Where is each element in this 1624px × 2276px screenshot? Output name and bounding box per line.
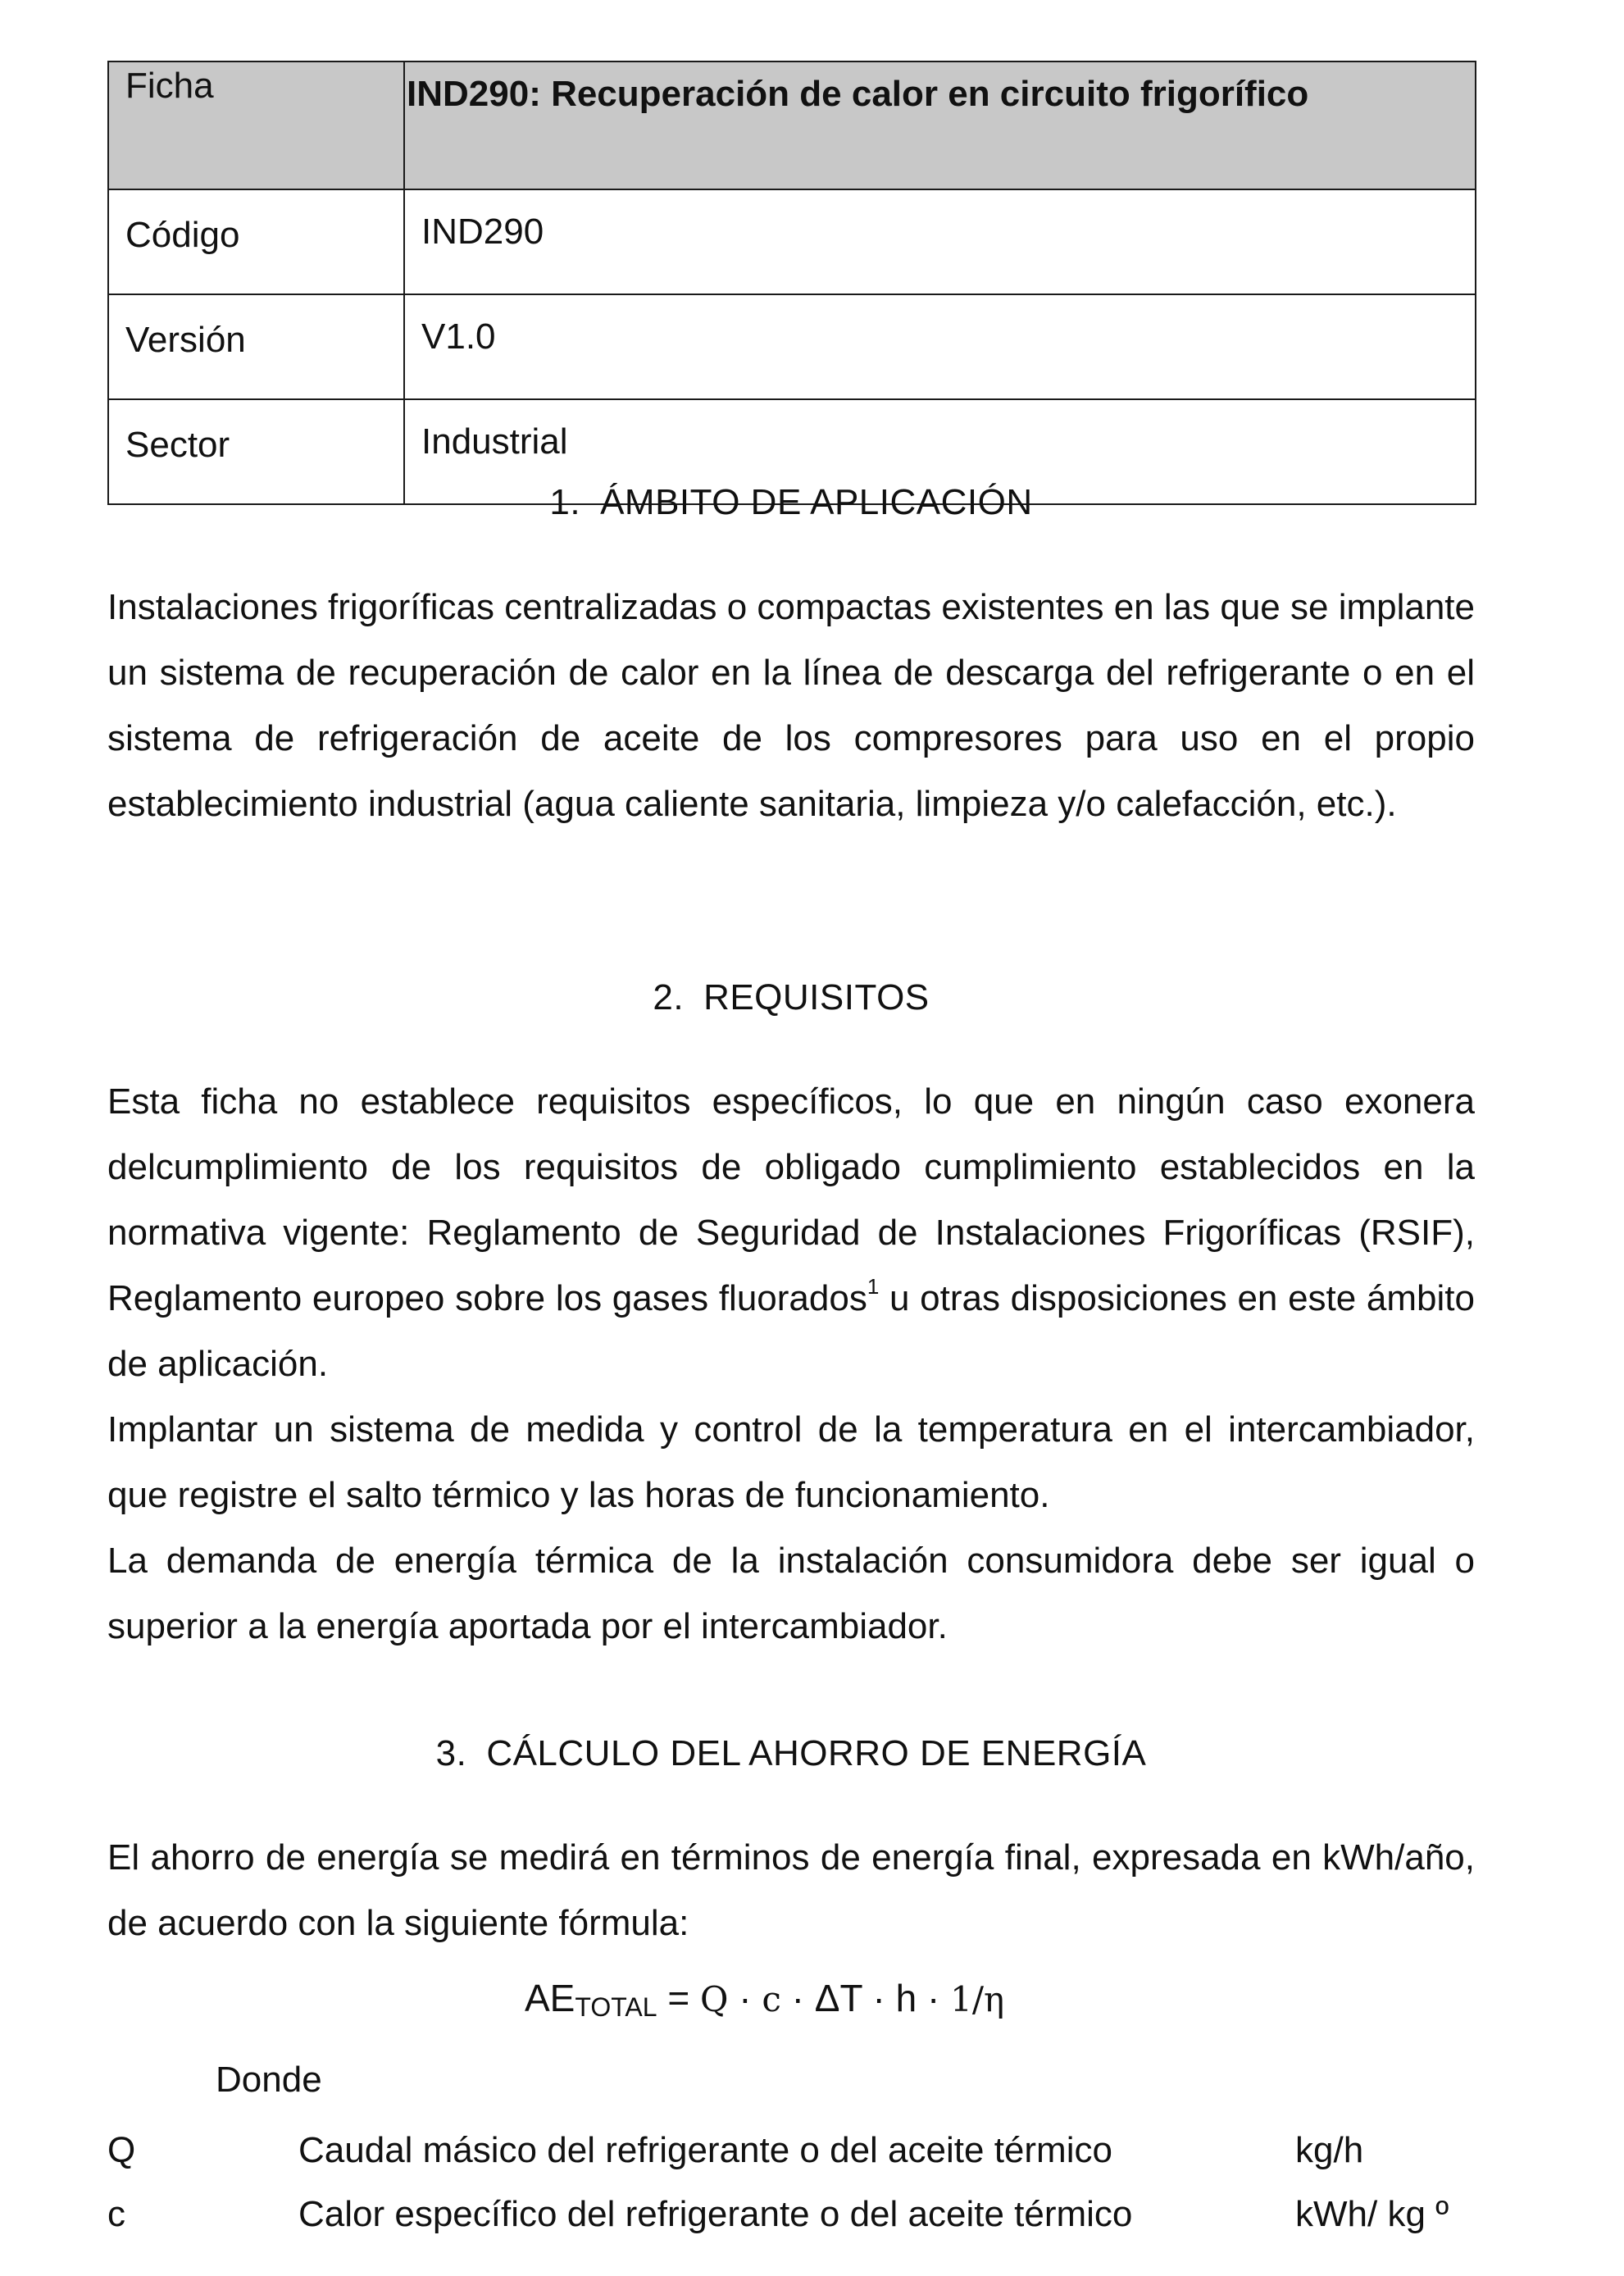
variable-unit: kWh/ kg º	[1295, 2194, 1449, 2234]
section-2-heading	[107, 977, 1475, 1018]
formula-ratio: 1/η	[950, 1979, 1005, 2019]
formula-dot-2: ·	[780, 1977, 815, 2019]
formula-delta-t: ΔT	[814, 1977, 862, 2019]
variable-description: Calor específico del refrigerante o del aceite térmico	[298, 2194, 1133, 2234]
footnote-marker: 1	[867, 1274, 880, 1300]
section-2-number: 2.	[653, 977, 685, 1017]
ficha-header-table	[107, 61, 1476, 505]
variable-row-c	[107, 2194, 1501, 2243]
section-2-paragraph-1	[107, 1069, 1475, 1397]
variable-symbol: c	[107, 2194, 125, 2234]
section-3-heading	[107, 1733, 1475, 1774]
formula-q: Q	[699, 1979, 729, 2019]
sector-label: Sector	[108, 399, 404, 504]
formula-c: c	[762, 1979, 781, 2019]
ficha-title-row	[108, 61, 1476, 189]
codigo-value: IND290	[404, 189, 1476, 294]
formula-dot-4: ·	[917, 1977, 951, 2019]
section-1-number: 1.	[549, 482, 581, 522]
section-2-title: REQUISITOS	[703, 977, 930, 1017]
section-3-title: CÁLCULO DEL AHORRO DE ENERGÍA	[486, 1733, 1147, 1773]
section-2-paragraph-3: La demanda de energía térmica de la instalación consumidora debe ser igual o superior a la energía aportada por el intercambiador.	[107, 1541, 1475, 1646]
sector-value: Industrial	[404, 399, 1476, 504]
section-2-p1-text: Esta ficha no establece requisitos específicos, lo que en ningún caso exonera delcumplimiento de los requisitos de obligado cumplimiento establecidos en la normativa vigente: Reglamento de Seguridad de Instalaciones Frigoríficas (RSIF), Reglamento europeo sobre los gases fluorados	[107, 1081, 1475, 1318]
ficha-label: Ficha	[108, 61, 404, 189]
codigo-row	[108, 189, 1476, 294]
section-3-text: El ahorro de energía se medirá en términos de energía final, expresada en kWh/año, de acuerdo con la siguiente fórmula:	[107, 1837, 1475, 1943]
section-1-text: Instalaciones frigoríficas centralizadas o compactas existentes en las que se implante un sistema de recuperación de calor en la línea de descarga del refrigerante o en el sistema de refrigeración de aceite de los compresores para uso en el propio establecimiento industrial (agua caliente sanitaria, limpieza y/o calefacción, etc.).	[107, 587, 1475, 824]
version-value: V1.0	[404, 294, 1476, 399]
variable-symbol: Q	[107, 2130, 136, 2170]
formula-h: h	[895, 1977, 917, 2019]
formula-equals: =	[657, 1977, 700, 2019]
energy-saving-formula	[525, 1976, 1004, 2020]
variable-description: Caudal másico del refrigerante o del aceite térmico	[298, 2130, 1112, 2170]
variable-unit: kg/h	[1295, 2130, 1364, 2170]
section-2-p1-tail: u otras disposiciones en este ámbito de aplicación.	[107, 1278, 1475, 1384]
ficha-title: IND290: Recuperación de calor en circuito frigorífico	[404, 61, 1476, 189]
formula-dot-1: ·	[728, 1977, 762, 2019]
donde-label: Donde	[216, 2060, 322, 2100]
formula-lhs: AE	[525, 1977, 575, 2019]
codigo-label: Código	[108, 189, 404, 294]
variable-row-q	[107, 2130, 1501, 2179]
version-row	[108, 294, 1476, 399]
formula-lhs-subscript: TOTAL	[575, 1992, 657, 2022]
section-3-number: 3.	[435, 1733, 467, 1773]
section-1-heading	[107, 482, 1475, 523]
section-1-title: ÁMBITO DE APLICACIÓN	[600, 482, 1033, 522]
formula-dot-3: ·	[862, 1977, 896, 2019]
version-label: Versión	[108, 294, 404, 399]
section-2-paragraph-2: Implantar un sistema de medida y control de la temperatura en el intercambiador, que registre el salto térmico y las horas de funcionamiento.	[107, 1409, 1475, 1515]
